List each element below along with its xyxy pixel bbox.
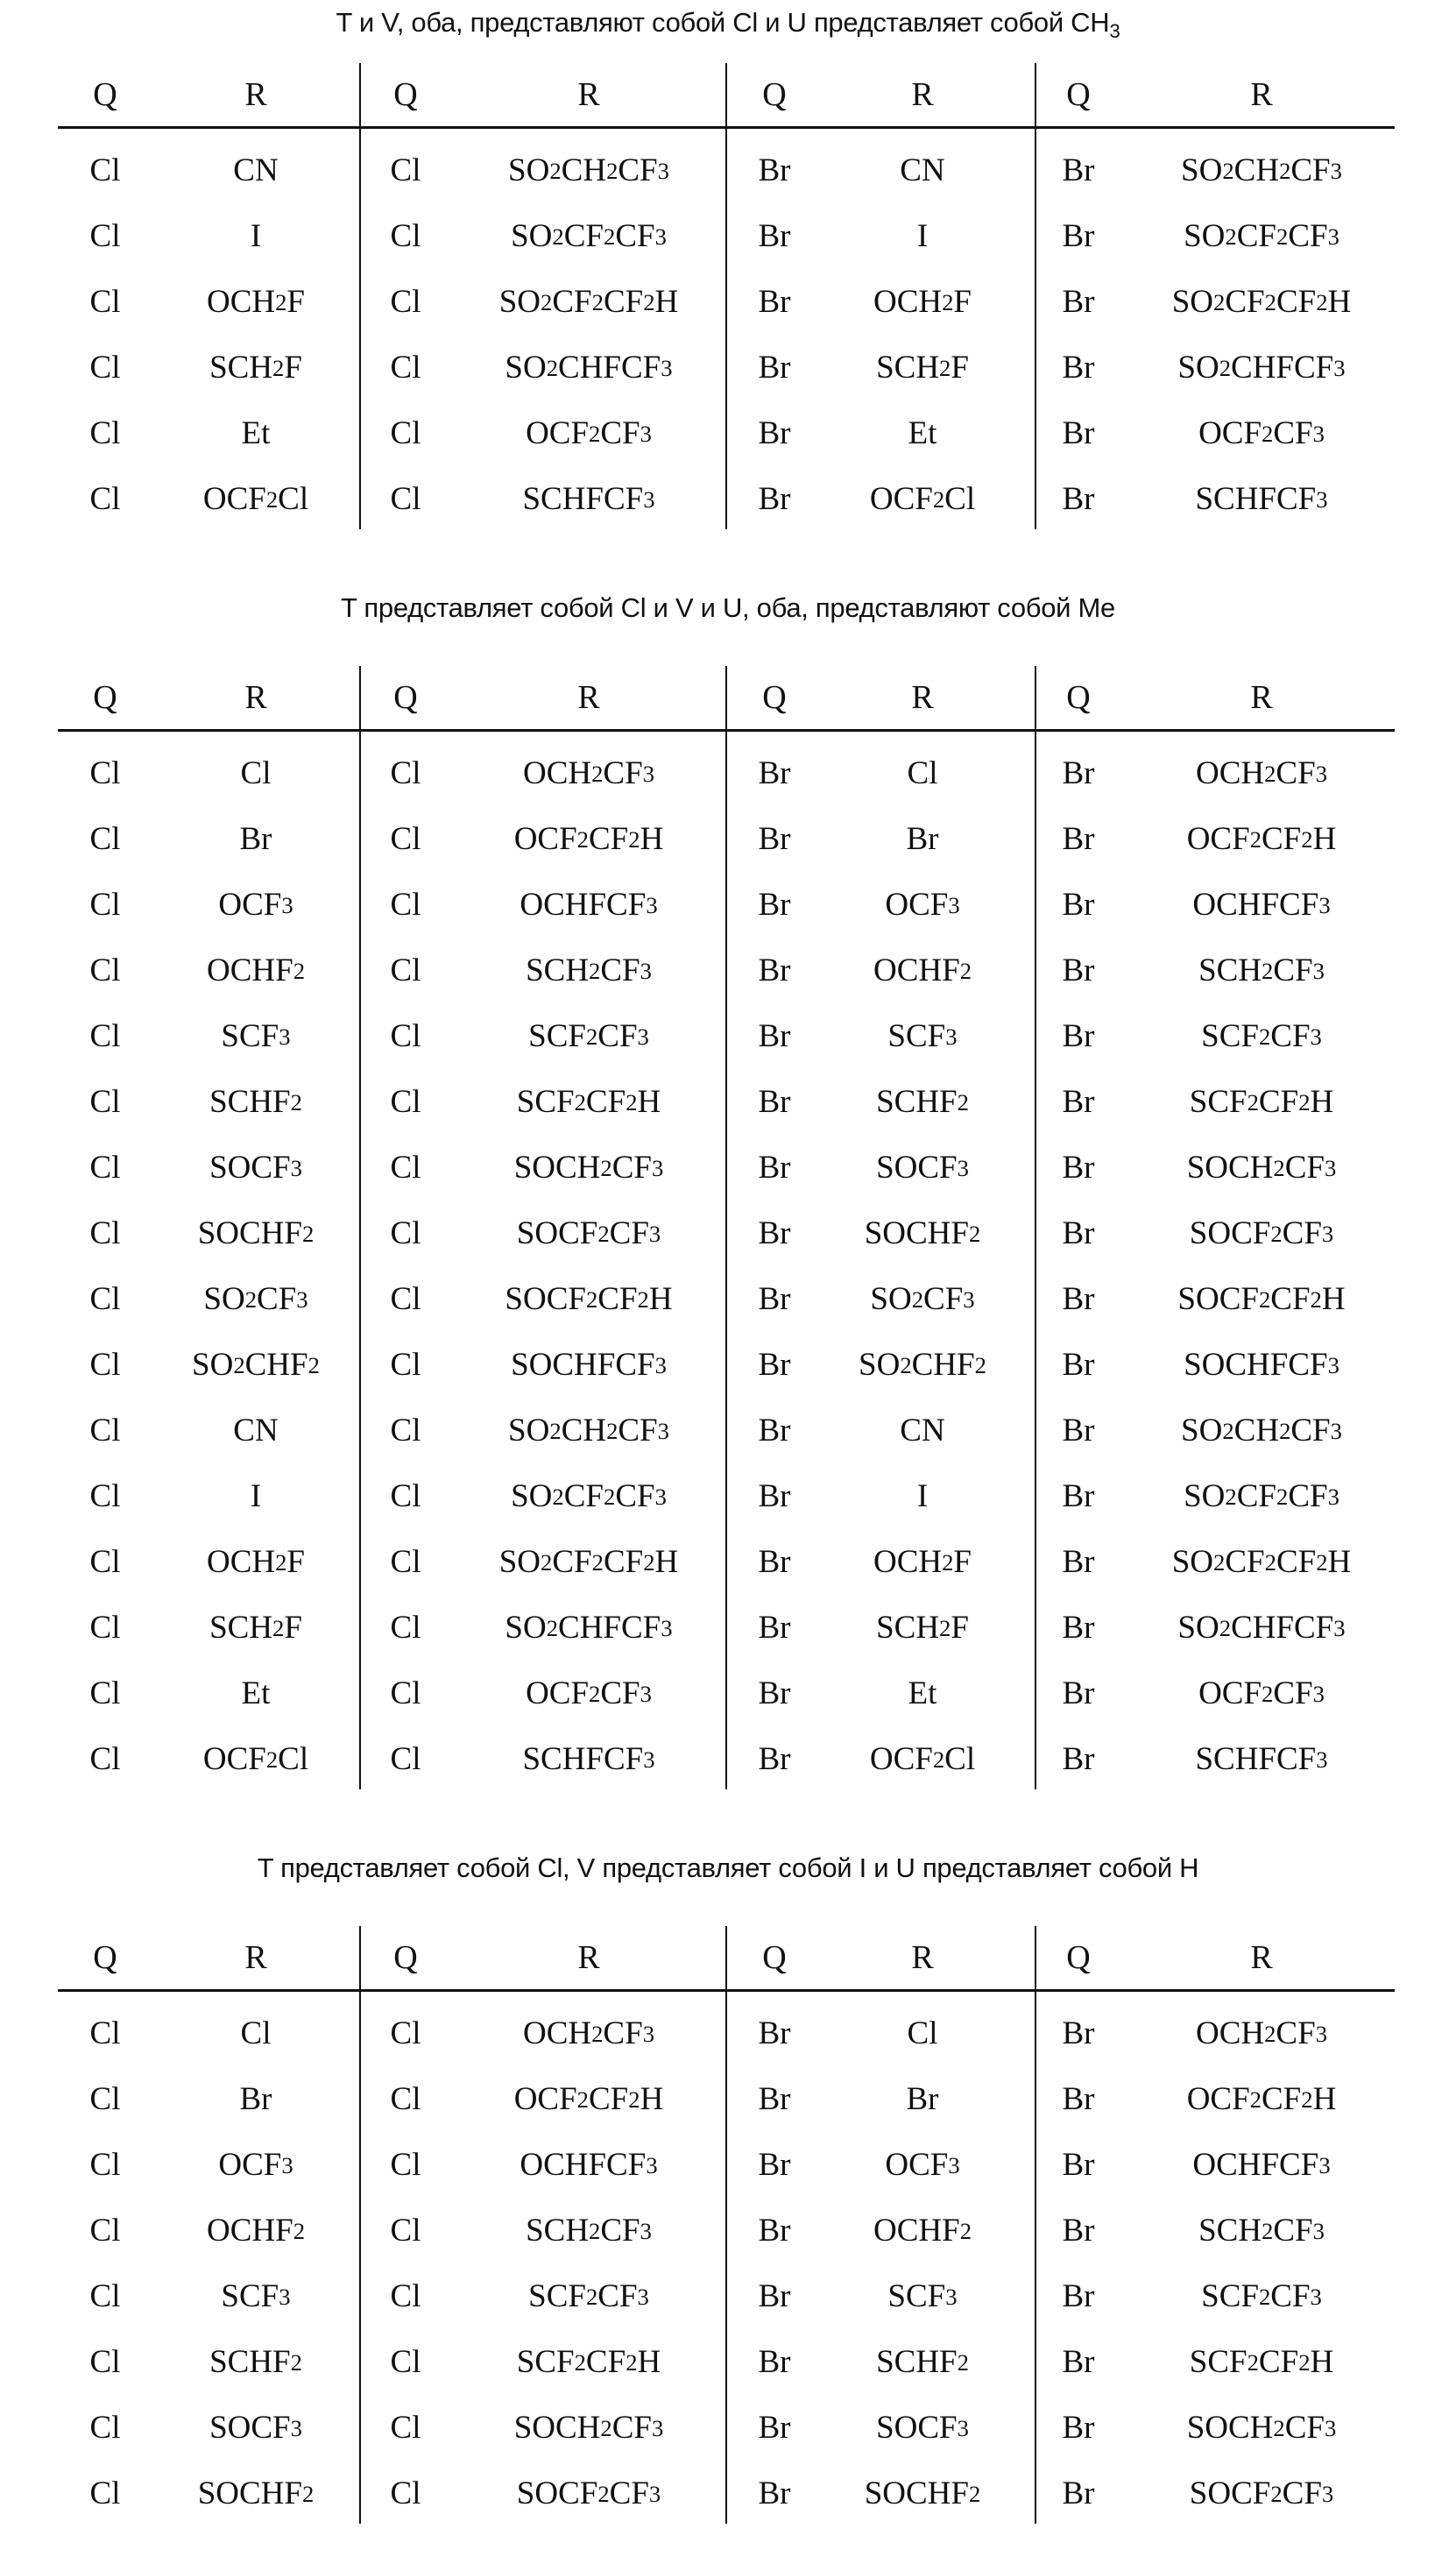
- r-cell: SOCF 3: [822, 2395, 1023, 2461]
- r-cell: SCH 2 F: [155, 335, 357, 400]
- r-cell: SCHFCF 3: [440, 466, 738, 532]
- q-cell: Cl: [61, 806, 149, 872]
- r-cell: SOCF 2 CF 3: [440, 2461, 738, 2526]
- r-cell: SCF 3: [155, 1003, 357, 1069]
- r-cell: SO 2 CHF 2: [822, 1332, 1023, 1398]
- r-cell: SO 2 CF 3: [822, 1266, 1023, 1332]
- q-cell: Br: [731, 1463, 818, 1529]
- q-cell: Br: [731, 2132, 818, 2198]
- r-cell: OCHF 2: [822, 2198, 1023, 2263]
- r-cell: SOCF 3: [155, 1135, 357, 1201]
- r-cell: OCF 2 Cl: [822, 466, 1023, 532]
- section-2-caption: T представляет собой Cl и V и U, оба, представляют собой Me: [0, 592, 1456, 624]
- r-cell: SO 2 CHFCF 3: [440, 335, 738, 400]
- column-header-r: R: [155, 63, 357, 126]
- section-2-table: [58, 666, 1395, 1792]
- q-cell: Cl: [362, 740, 449, 806]
- r-cell: Br: [822, 806, 1023, 872]
- column-header-q: Q: [731, 1926, 818, 1989]
- q-cell: Br: [1035, 2329, 1122, 2395]
- q-cell: Cl: [362, 2001, 449, 2066]
- r-cell: OCF 2 CF 2 H: [440, 2066, 738, 2132]
- q-cell: Cl: [362, 466, 449, 532]
- q-cell: Cl: [362, 938, 449, 1003]
- r-cell: OCF 3: [822, 2132, 1023, 2198]
- q-cell: Cl: [362, 2132, 449, 2198]
- r-cell: SOCHF 2: [822, 2461, 1023, 2526]
- r-cell: SO 2 CH 2 CF 3: [440, 138, 738, 203]
- r-cell: SOCH 2 CF 3: [440, 1135, 738, 1201]
- q-cell: Br: [731, 1529, 818, 1595]
- q-cell: Cl: [61, 1398, 149, 1463]
- r-cell: SOCF 3: [155, 2395, 357, 2461]
- q-cell: Br: [1035, 2132, 1122, 2198]
- column-header-q: Q: [61, 63, 149, 126]
- q-cell: Br: [1035, 1003, 1122, 1069]
- q-cell: Br: [731, 466, 818, 532]
- q-cell: Br: [1035, 138, 1122, 203]
- r-cell: OCF 2 CF 3: [440, 400, 738, 466]
- r-cell: OCF 3: [155, 2132, 357, 2198]
- column-header-q: Q: [61, 1926, 149, 1989]
- r-cell: SCH 2 CF 3: [440, 938, 738, 1003]
- r-cell: I: [822, 203, 1023, 269]
- q-cell: Br: [731, 1726, 818, 1792]
- q-cell: Cl: [61, 1003, 149, 1069]
- r-cell: I: [155, 203, 357, 269]
- r-cell: OCHFCF 3: [440, 872, 738, 938]
- column-header-q: Q: [1035, 1926, 1122, 1989]
- r-cell: Et: [155, 400, 357, 466]
- q-cell: Cl: [61, 1069, 149, 1135]
- r-cell: SCF 2 CF 3: [440, 2263, 738, 2329]
- r-cell: OCH 2 CF 3: [440, 740, 738, 806]
- q-cell: Br: [731, 1595, 818, 1661]
- q-cell: Cl: [61, 938, 149, 1003]
- q-cell: Cl: [61, 872, 149, 938]
- r-cell: Cl: [822, 740, 1023, 806]
- r-cell: SOCH 2 CF 3: [1104, 2395, 1419, 2461]
- q-cell: Cl: [362, 203, 449, 269]
- q-cell: Cl: [362, 1661, 449, 1726]
- r-cell: OCF 2 Cl: [822, 1726, 1023, 1792]
- r-cell: OCHFCF 3: [440, 2132, 738, 2198]
- r-cell: SCF 2 CF 3: [1104, 2263, 1419, 2329]
- q-cell: Cl: [61, 1332, 149, 1398]
- column-header-q: Q: [362, 666, 449, 729]
- q-cell: Br: [1035, 466, 1122, 532]
- q-cell: Br: [1035, 1332, 1122, 1398]
- q-cell: Cl: [362, 2263, 449, 2329]
- r-cell: SCH 2 CF 3: [440, 2198, 738, 2263]
- r-cell: SCF 2 CF 3: [1104, 1003, 1419, 1069]
- r-cell: SOCF 2 CF 3: [440, 1201, 738, 1266]
- r-cell: SO 2 CF 2 CF 3: [1104, 203, 1419, 269]
- r-cell: SO 2 CH 2 CF 3: [440, 1398, 738, 1463]
- column-divider: [359, 63, 361, 529]
- r-cell: OCF 2 CF 3: [440, 1661, 738, 1726]
- r-cell: SO 2 CF 2 CF 3: [440, 1463, 738, 1529]
- r-cell: SCH 2 CF 3: [1104, 938, 1419, 1003]
- q-cell: Br: [731, 1069, 818, 1135]
- r-cell: OCH 2 F: [822, 1529, 1023, 1595]
- r-cell: SO 2 CH 2 CF 3: [1104, 1398, 1419, 1463]
- r-cell: SO 2 CHFCF 3: [440, 1595, 738, 1661]
- column-divider: [359, 1926, 361, 2524]
- q-cell: Br: [1035, 2066, 1122, 2132]
- q-cell: Br: [731, 2198, 818, 2263]
- column-header-r: R: [822, 63, 1023, 126]
- q-cell: Br: [1035, 1266, 1122, 1332]
- q-cell: Cl: [362, 872, 449, 938]
- q-cell: Br: [1035, 1201, 1122, 1266]
- column-header-r: R: [1104, 63, 1419, 126]
- q-cell: Cl: [61, 2198, 149, 2263]
- r-cell: SCH 2 F: [822, 1595, 1023, 1661]
- r-cell: OCF 2 CF 3: [1104, 400, 1419, 466]
- r-cell: SCH 2 CF 3: [1104, 2198, 1419, 2263]
- r-cell: SCHF 2: [155, 1069, 357, 1135]
- q-cell: Br: [731, 1398, 818, 1463]
- r-cell: OCH 2 CF 3: [1104, 2001, 1419, 2066]
- r-cell: SO 2 CHFCF 3: [1104, 1595, 1419, 1661]
- column-header-r: R: [822, 666, 1023, 729]
- q-cell: Cl: [362, 1398, 449, 1463]
- column-header-r: R: [440, 666, 738, 729]
- q-cell: Cl: [61, 740, 149, 806]
- q-cell: Br: [731, 2001, 818, 2066]
- r-cell: SO 2 CF 2 CF 2 H: [440, 1529, 738, 1595]
- q-cell: Cl: [362, 335, 449, 400]
- q-cell: Cl: [61, 2066, 149, 2132]
- column-header-q: Q: [362, 63, 449, 126]
- column-divider: [725, 666, 727, 1789]
- q-cell: Cl: [362, 1266, 449, 1332]
- r-cell: OCH 2 CF 3: [440, 2001, 738, 2066]
- r-cell: OCHF 2: [155, 938, 357, 1003]
- q-cell: Cl: [61, 2329, 149, 2395]
- r-cell: SCHF 2: [822, 1069, 1023, 1135]
- q-cell: Cl: [362, 1135, 449, 1201]
- column-header-r: R: [822, 1926, 1023, 1989]
- q-cell: Cl: [61, 269, 149, 335]
- q-cell: Br: [1035, 2001, 1122, 2066]
- r-cell: SCF 2 CF 2 H: [440, 2329, 738, 2395]
- q-cell: Br: [1035, 740, 1122, 806]
- column-header-q: Q: [731, 666, 818, 729]
- q-cell: Cl: [362, 1003, 449, 1069]
- column-header-q: Q: [61, 666, 149, 729]
- r-cell: OCF 2 CF 2 H: [1104, 806, 1419, 872]
- q-cell: Br: [1035, 872, 1122, 938]
- r-cell: SCF 2 CF 2 H: [1104, 1069, 1419, 1135]
- r-cell: OCH 2 F: [822, 269, 1023, 335]
- r-cell: SOCF 2 CF 2 H: [1104, 1266, 1419, 1332]
- q-cell: Br: [731, 938, 818, 1003]
- q-cell: Br: [1035, 269, 1122, 335]
- q-cell: Br: [731, 2329, 818, 2395]
- r-cell: SCF 3: [155, 2263, 357, 2329]
- column-divider: [1035, 666, 1036, 1789]
- section-3-table: [58, 1926, 1395, 2526]
- q-cell: Cl: [362, 806, 449, 872]
- r-cell: SCHFCF 3: [1104, 466, 1419, 532]
- q-cell: Br: [731, 1201, 818, 1266]
- column-header-q: Q: [731, 63, 818, 126]
- r-cell: Cl: [822, 2001, 1023, 2066]
- column-header-q: Q: [362, 1926, 449, 1989]
- r-cell: SOCHF 2: [155, 2461, 357, 2526]
- r-cell: Cl: [155, 740, 357, 806]
- r-cell: Br: [822, 2066, 1023, 2132]
- r-cell: OCF 2 CF 2 H: [440, 806, 738, 872]
- r-cell: OCF 2 Cl: [155, 1726, 357, 1792]
- q-cell: Br: [731, 400, 818, 466]
- q-cell: Br: [1035, 2198, 1122, 2263]
- q-cell: Cl: [362, 1529, 449, 1595]
- q-cell: Br: [1035, 400, 1122, 466]
- q-cell: Cl: [61, 1529, 149, 1595]
- q-cell: Br: [1035, 1529, 1122, 1595]
- r-cell: I: [155, 1463, 357, 1529]
- q-cell: Br: [731, 138, 818, 203]
- q-cell: Cl: [61, 2461, 149, 2526]
- column-header-r: R: [155, 1926, 357, 1989]
- r-cell: SOCHF 2: [822, 1201, 1023, 1266]
- document-page: [0, 0, 1456, 2557]
- r-cell: SOCHFCF 3: [1104, 1332, 1419, 1398]
- r-cell: SCH 2 F: [155, 1595, 357, 1661]
- q-cell: Br: [731, 1332, 818, 1398]
- q-cell: Br: [1035, 938, 1122, 1003]
- r-cell: Br: [155, 806, 357, 872]
- q-cell: Cl: [362, 1463, 449, 1529]
- r-cell: CN: [155, 138, 357, 203]
- q-cell: Br: [1035, 203, 1122, 269]
- r-cell: SOCF 3: [822, 1135, 1023, 1201]
- r-cell: OCF 2 CF 3: [1104, 1661, 1419, 1726]
- q-cell: Cl: [61, 1595, 149, 1661]
- r-cell: I: [822, 1463, 1023, 1529]
- r-cell: Et: [155, 1661, 357, 1726]
- r-cell: SO 2 CF 3: [155, 1266, 357, 1332]
- r-cell: SO 2 CF 2 CF 2 H: [440, 269, 738, 335]
- r-cell: OCHF 2: [822, 938, 1023, 1003]
- column-header-r: R: [1104, 666, 1419, 729]
- q-cell: Br: [1035, 335, 1122, 400]
- r-cell: SO 2 CF 2 CF 3: [440, 203, 738, 269]
- column-divider: [725, 63, 727, 529]
- q-cell: Br: [731, 1135, 818, 1201]
- q-cell: Cl: [61, 400, 149, 466]
- r-cell: OCHF 2: [155, 2198, 357, 2263]
- q-cell: Br: [1035, 1726, 1122, 1792]
- q-cell: Cl: [362, 2198, 449, 2263]
- column-divider: [725, 1926, 727, 2524]
- r-cell: SCHFCF 3: [1104, 1726, 1419, 1792]
- q-cell: Cl: [362, 2395, 449, 2461]
- r-cell: CN: [822, 138, 1023, 203]
- q-cell: Cl: [61, 1135, 149, 1201]
- r-cell: SOCF 2 CF 3: [1104, 1201, 1419, 1266]
- q-cell: Cl: [61, 2263, 149, 2329]
- column-header-r: R: [1104, 1926, 1419, 1989]
- q-cell: Cl: [362, 1726, 449, 1792]
- column-header-r: R: [155, 666, 357, 729]
- column-header-r: R: [440, 63, 738, 126]
- q-cell: Cl: [362, 1069, 449, 1135]
- q-cell: Cl: [362, 1595, 449, 1661]
- q-cell: Br: [1035, 1069, 1122, 1135]
- r-cell: SOCH 2 CF 3: [1104, 1135, 1419, 1201]
- column-header-r: R: [440, 1926, 738, 1989]
- q-cell: Br: [731, 203, 818, 269]
- r-cell: SO 2 CF 2 CF 2 H: [1104, 1529, 1419, 1595]
- q-cell: Cl: [362, 138, 449, 203]
- section-1-table: [58, 63, 1395, 532]
- section-3-caption: T представляет собой Cl, V представляет собой I и U представляет собой H: [0, 1852, 1456, 1884]
- q-cell: Cl: [362, 1332, 449, 1398]
- r-cell: SCF 2 CF 3: [440, 1003, 738, 1069]
- column-divider: [359, 666, 361, 1789]
- q-cell: Cl: [61, 1266, 149, 1332]
- r-cell: SO 2 CF 2 CF 2 H: [1104, 269, 1419, 335]
- q-cell: Cl: [362, 400, 449, 466]
- column-header-q: Q: [1035, 666, 1122, 729]
- q-cell: Br: [731, 740, 818, 806]
- q-cell: Br: [731, 1661, 818, 1726]
- r-cell: SCHF 2: [155, 2329, 357, 2395]
- q-cell: Br: [1035, 2263, 1122, 2329]
- r-cell: Br: [155, 2066, 357, 2132]
- r-cell: OCF 3: [822, 872, 1023, 938]
- q-cell: Cl: [61, 138, 149, 203]
- q-cell: Cl: [61, 203, 149, 269]
- r-cell: OCH 2 F: [155, 1529, 357, 1595]
- q-cell: Br: [1035, 1135, 1122, 1201]
- q-cell: Cl: [362, 1201, 449, 1266]
- r-cell: OCH 2 CF 3: [1104, 740, 1419, 806]
- r-cell: OCF 2 Cl: [155, 466, 357, 532]
- q-cell: Br: [731, 2395, 818, 2461]
- q-cell: Br: [731, 2461, 818, 2526]
- q-cell: Br: [731, 335, 818, 400]
- r-cell: SO 2 CH 2 CF 3: [1104, 138, 1419, 203]
- q-cell: Br: [731, 1003, 818, 1069]
- section-1-caption: T и V, оба, представляют собой Cl и U представляет собой CH3: [0, 7, 1456, 39]
- q-cell: Cl: [362, 269, 449, 335]
- q-cell: Br: [731, 806, 818, 872]
- q-cell: Br: [731, 2263, 818, 2329]
- r-cell: OCF 2 CF 2 H: [1104, 2066, 1419, 2132]
- q-cell: Cl: [61, 2001, 149, 2066]
- q-cell: Cl: [61, 1201, 149, 1266]
- q-cell: Br: [731, 872, 818, 938]
- r-cell: CN: [155, 1398, 357, 1463]
- r-cell: Cl: [155, 2001, 357, 2066]
- r-cell: SCH 2 F: [822, 335, 1023, 400]
- r-cell: SOCH 2 CF 3: [440, 2395, 738, 2461]
- column-divider: [1035, 1926, 1036, 2524]
- q-cell: Br: [731, 269, 818, 335]
- r-cell: Et: [822, 1661, 1023, 1726]
- q-cell: Cl: [362, 2329, 449, 2395]
- q-cell: Br: [1035, 1661, 1122, 1726]
- r-cell: SCHFCF 3: [440, 1726, 738, 1792]
- q-cell: Cl: [362, 2461, 449, 2526]
- q-cell: Cl: [61, 2395, 149, 2461]
- r-cell: OCHFCF 3: [1104, 2132, 1419, 2198]
- r-cell: SCF 3: [822, 1003, 1023, 1069]
- q-cell: Br: [1035, 806, 1122, 872]
- r-cell: SO 2 CHF 2: [155, 1332, 357, 1398]
- q-cell: Br: [1035, 1595, 1122, 1661]
- r-cell: OCF 3: [155, 872, 357, 938]
- r-cell: OCHFCF 3: [1104, 872, 1419, 938]
- r-cell: Et: [822, 400, 1023, 466]
- q-cell: Cl: [61, 2132, 149, 2198]
- q-cell: Cl: [61, 1463, 149, 1529]
- q-cell: Cl: [61, 466, 149, 532]
- r-cell: SCF 2 CF 2 H: [1104, 2329, 1419, 2395]
- r-cell: SOCHFCF 3: [440, 1332, 738, 1398]
- r-cell: SOCF 2 CF 3: [1104, 2461, 1419, 2526]
- r-cell: SOCHF 2: [155, 1201, 357, 1266]
- column-divider: [1035, 63, 1036, 529]
- r-cell: SCHF 2: [822, 2329, 1023, 2395]
- q-cell: Cl: [61, 1661, 149, 1726]
- r-cell: SCF 3: [822, 2263, 1023, 2329]
- q-cell: Br: [1035, 2395, 1122, 2461]
- r-cell: SOCF 2 CF 2 H: [440, 1266, 738, 1332]
- r-cell: CN: [822, 1398, 1023, 1463]
- column-header-q: Q: [1035, 63, 1122, 126]
- q-cell: Br: [731, 2066, 818, 2132]
- q-cell: Br: [1035, 1398, 1122, 1463]
- q-cell: Br: [1035, 1463, 1122, 1529]
- q-cell: Cl: [61, 1726, 149, 1792]
- q-cell: Br: [731, 1266, 818, 1332]
- r-cell: SO 2 CF 2 CF 3: [1104, 1463, 1419, 1529]
- q-cell: Cl: [61, 335, 149, 400]
- q-cell: Cl: [362, 2066, 449, 2132]
- r-cell: OCH 2 F: [155, 269, 357, 335]
- q-cell: Br: [1035, 2461, 1122, 2526]
- r-cell: SCF 2 CF 2 H: [440, 1069, 738, 1135]
- r-cell: SO 2 CHFCF 3: [1104, 335, 1419, 400]
